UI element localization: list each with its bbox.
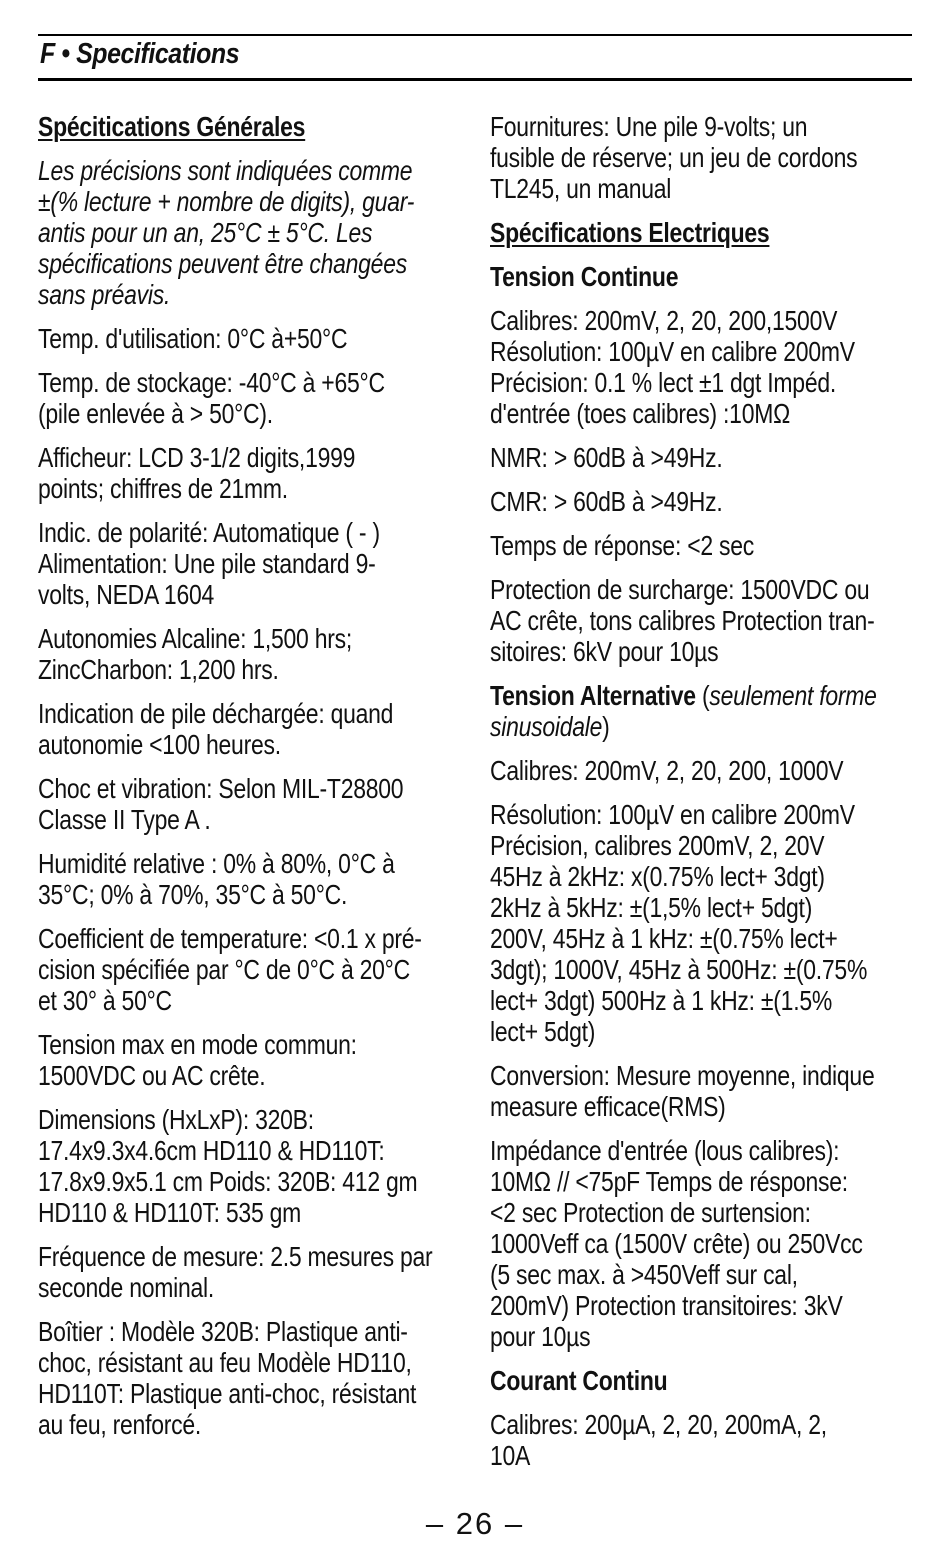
section-title: F • Specifications — [40, 38, 240, 70]
dc-voltage-heading: Tension Continue — [490, 261, 679, 292]
spec-item: Indic. de polarité: Automatique ( - ) Alimentation: Une pile standard 9- volts, NEDA 1604 — [38, 517, 380, 610]
spec-item: NMR: > 60dB à >49Hz. — [490, 442, 723, 473]
spec-item: Protection de surcharge: 1500VDC ou AC crête, tons calibres Protection tran- sitoires: 6kV pour 10µs — [490, 574, 875, 667]
ac-voltage-note: seulement forme sinusoidale — [490, 680, 877, 742]
spec-item: Autonomies Alcaline: 1,500 hrs; ZincCharbon: 1,200 hrs. — [38, 623, 353, 685]
spec-item: Calibres: 200µA, 2, 20, 200mA, 2, 10A — [490, 1409, 827, 1471]
spec-item: Coefficient de temperature: <0.1 x pré- cision spécifiée par °C de 0°C à 20°C et 30° à 50°C — [38, 923, 422, 1016]
general-specs-heading: Spécitications Générales — [38, 111, 306, 142]
spec-item: Conversion: Mesure moyenne, indique measure efficace(RMS) — [490, 1060, 875, 1122]
left-column — [38, 111, 478, 1453]
header-top-rule — [38, 34, 912, 36]
ac-note-open: ( — [695, 680, 710, 711]
spec-item: Calibres: 200mV, 2, 20, 200, 1000V — [490, 755, 844, 786]
ac-note-close: ) — [602, 711, 610, 742]
ac-voltage-heading-line — [490, 680, 916, 742]
spec-item: Temp. d'utilisation: 0°C à+50°C — [38, 323, 348, 354]
spec-item: Calibres: 200mV, 2, 20, 200,1500V Résolution: 100µV en calibre 200mV Précision: 0.1 % lect ±1 dgt Impéd. d'entrée (toes calibres) :10MΩ — [490, 305, 855, 429]
electrical-specs-heading: Spécifications Electriques — [490, 217, 770, 248]
ac-voltage-heading: Tension Alternative — [490, 680, 696, 711]
spec-item: Choc et vibration: Selon MIL-T28800 Classe II Type A . — [38, 773, 404, 835]
spec-item: Dimensions (HxLxP): 320B: 17.4x9.3x4.6cm HD110 & HD110T: 17.8x9.9x5.1 cm Poids: 320B: 412 gm HD110 & HD110T: 535 gm — [38, 1104, 418, 1228]
supplies-text: Fournitures: Une pile 9-volts; un fusible de réserve; un jeu de cordons TL245, un manual — [490, 111, 858, 204]
header-bottom-rule — [38, 78, 912, 81]
spec-item: Humidité relative : 0% à 80%, 0°C à 35°C; 0% à 70%, 35°C à 50°C. — [38, 848, 395, 910]
spec-item: Afficheur: LCD 3-1/2 digits,1999 points; chiffres de 21mm. — [38, 442, 356, 504]
spec-item: Indication de pile déchargée: quand autonomie <100 heures. — [38, 698, 394, 760]
spec-item: Fréquence de mesure: 2.5 mesures par seconde nominal. — [38, 1241, 433, 1303]
spec-item: Résolution: 100µV en calibre 200mV Précision, calibres 200mV, 2, 20V 45Hz à 2kHz: x(0.75% lect+ 3dgt) 2kHz à 5kHz: ±(1,5% lect+ 5dgt) 200V, 45Hz à 1 kHz: ±(0.75% lect+ 3dgt); 1000V, 45Hz à 500Hz: ±(0.75% lect+ 3dgt) 500Hz à 1 kHz: ±(1.5% lect+ 5dgt) — [490, 799, 868, 1047]
spec-item: Impédance d'entrée (lous calibres): 10MΩ // <75pF Temps de résponse: <2 sec Protection de surtension: 1000Veff ca (1500V crête) ou 250Vcc (5 sec max. à >450Veff sur cal, 200mV) Protection transitoires: 3kV pour 10µs — [490, 1135, 863, 1352]
spec-item: Boîtier : Modèle 320B: Plastique anti- choc, résistant au feu Modèle HD110, HD110T: Plastique anti-choc, résistant au feu, renforcé. — [38, 1316, 417, 1440]
spec-item: Tension max en mode commun: 1500VDC ou AC crête. — [38, 1029, 357, 1091]
accuracy-intro: Les précisions sont indiquées comme ±(% lecture + nombre de digits), guar- antis pour un an, 25°C ± 5°C. Les spécifications peuvent être changées sans préavis. — [38, 155, 415, 310]
spec-item: Temps de réponse: <2 sec — [490, 530, 755, 561]
dc-current-heading: Courant Continu — [490, 1365, 668, 1396]
spec-item: CMR: > 60dB à >49Hz. — [490, 486, 723, 517]
page-number: – 26 – — [425, 1506, 525, 1541]
spec-item: Temp. de stockage: -40°C à +65°C (pile enlevée à > 50°C). — [38, 367, 385, 429]
right-column — [490, 111, 930, 1484]
